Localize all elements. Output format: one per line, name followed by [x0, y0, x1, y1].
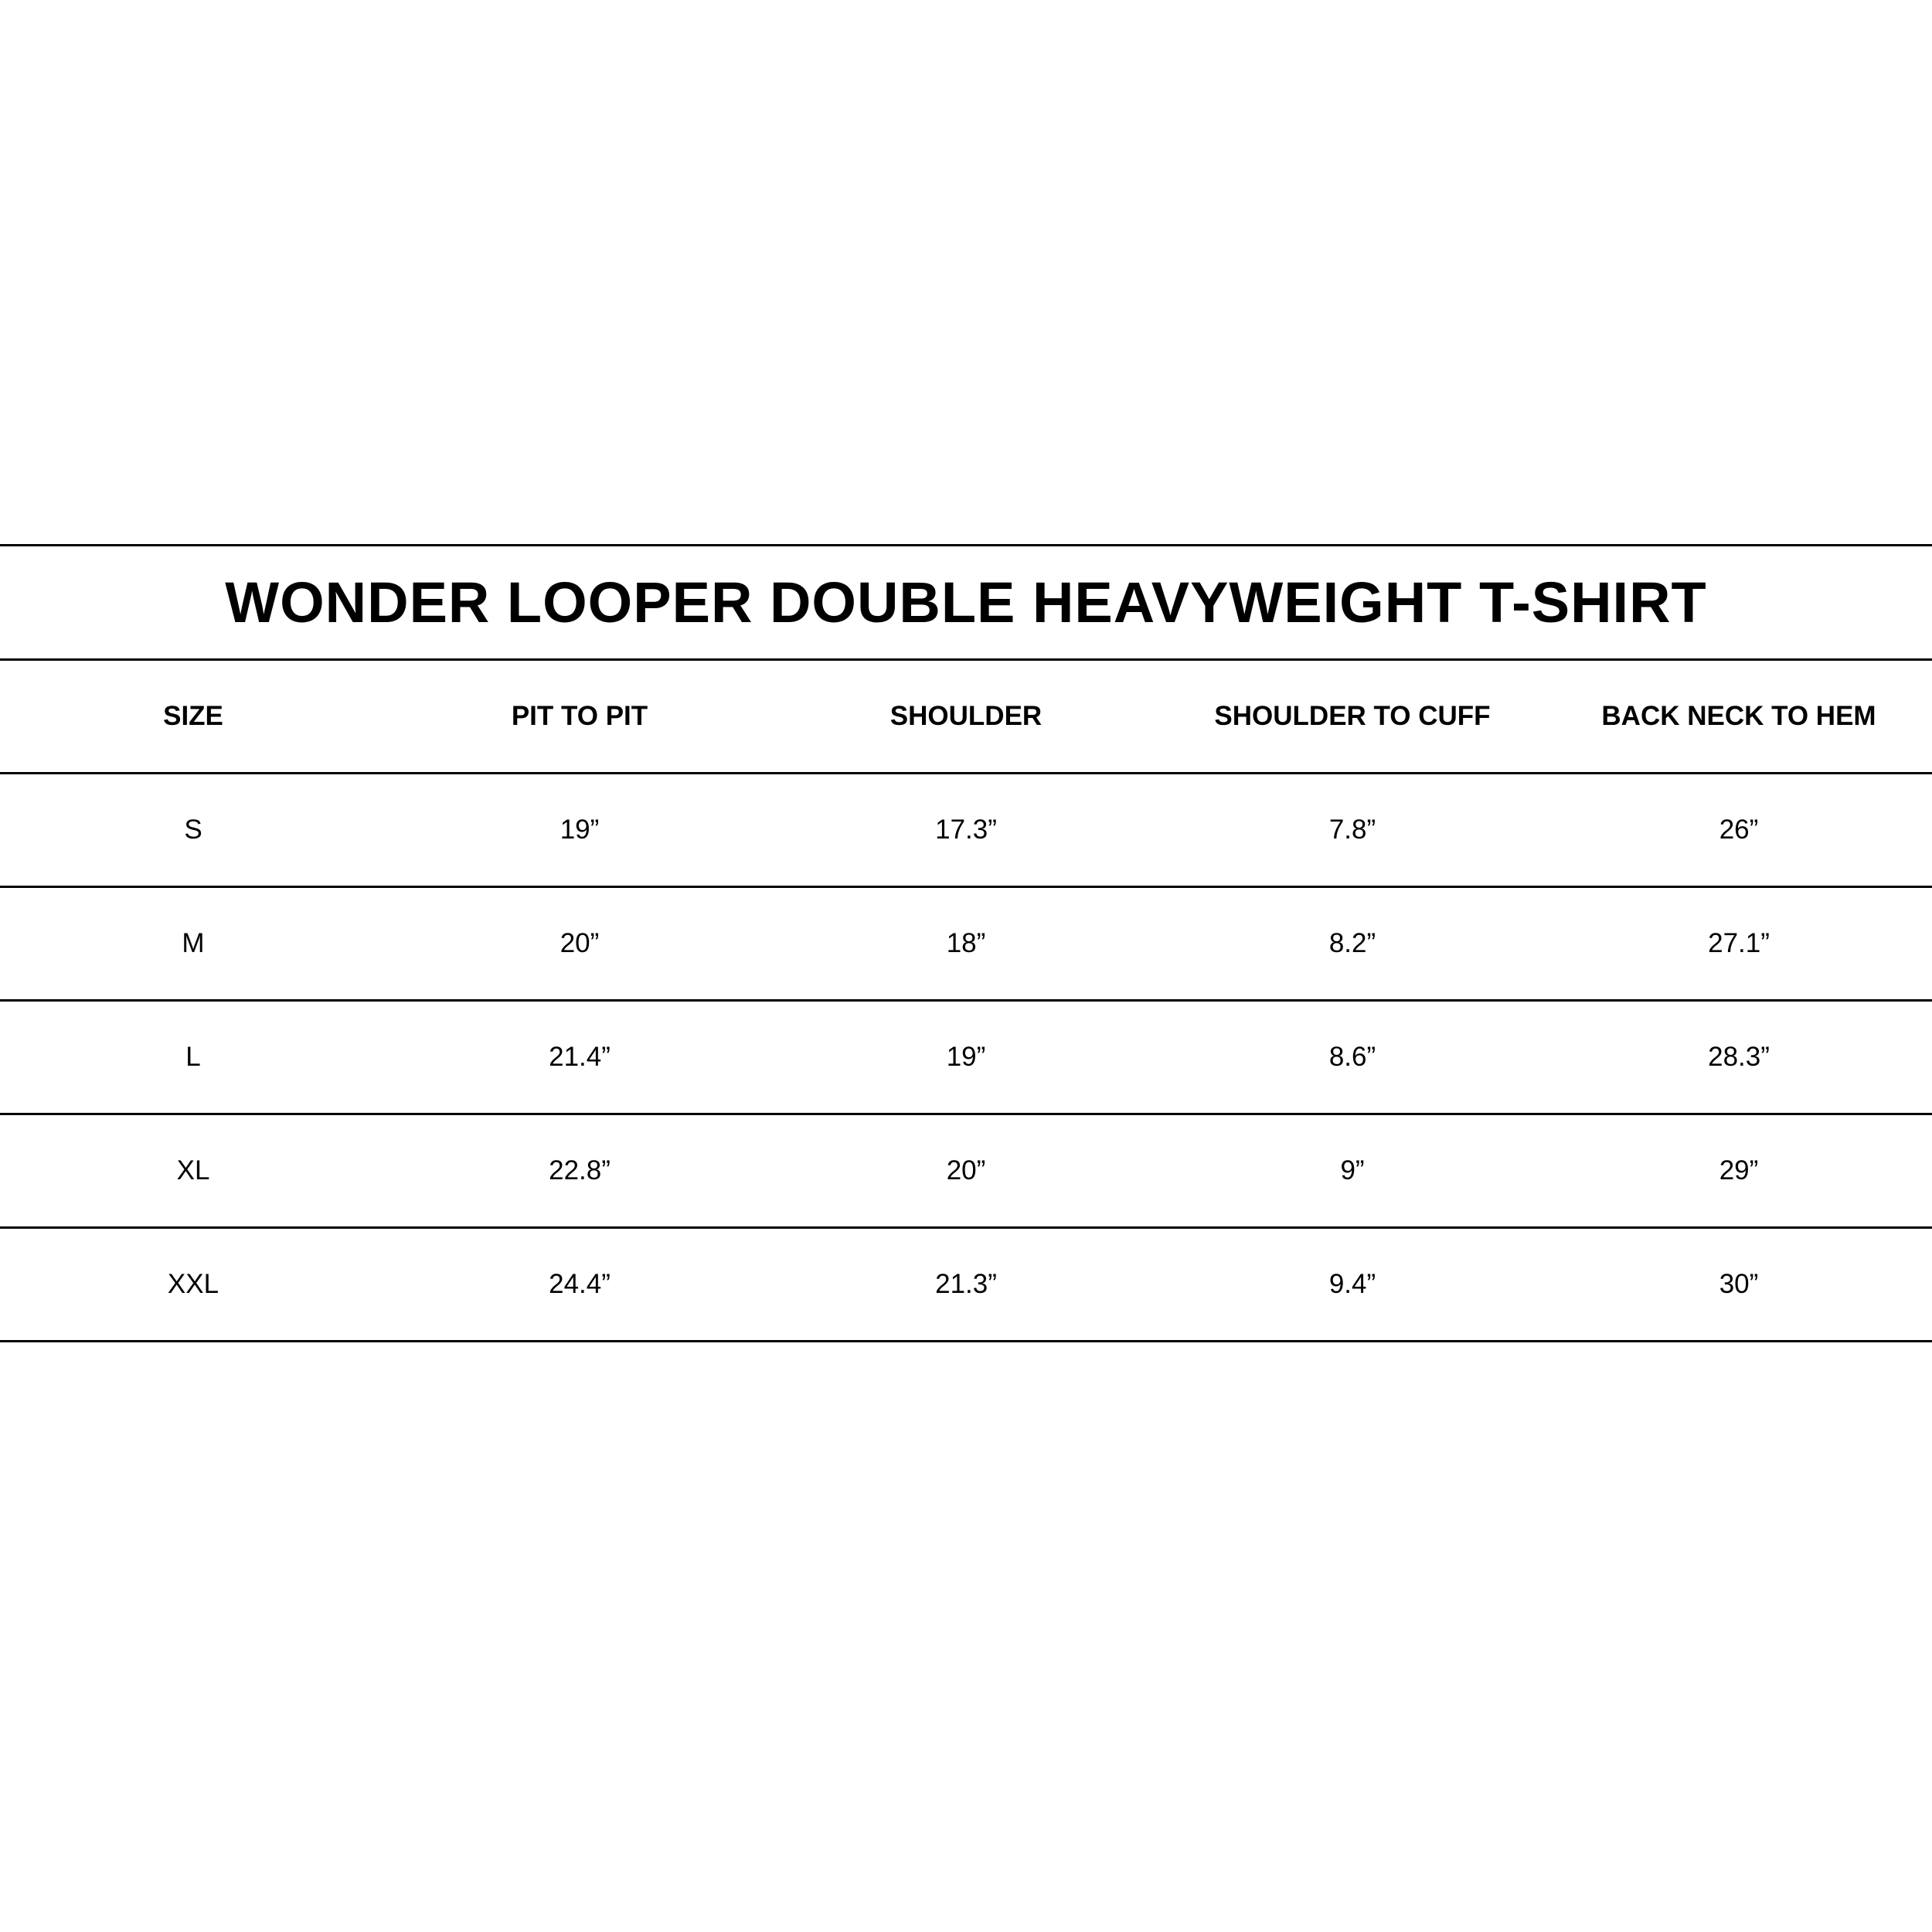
back-neck-to-hem-cell: 27.1” [1708, 928, 1770, 958]
size-cell: XL [176, 1155, 210, 1185]
pit-to-pit-cell: 24.4” [549, 1269, 611, 1299]
shoulder-to-cuff-cell: 7.8” [1328, 815, 1376, 845]
table-row [0, 1115, 1932, 1226]
table-row [0, 774, 1932, 886]
table-row [0, 1002, 1932, 1113]
size-cell: M [182, 928, 205, 958]
shoulder-cell: 19” [946, 1042, 986, 1072]
shoulder-cell: 17.3” [935, 815, 997, 845]
column-header-pit-to-pit: PIT TO PIT [511, 701, 648, 731]
size-cell: XXL [167, 1269, 219, 1299]
back-neck-to-hem-cell: 28.3” [1708, 1042, 1770, 1072]
table-row [0, 888, 1932, 999]
column-header-back-neck-to-hem: BACK NECK TO HEM [1601, 701, 1876, 731]
pit-to-pit-cell: 20” [560, 928, 600, 958]
shoulder-cell: 18” [946, 928, 986, 958]
shoulder-to-cuff-cell: 8.6” [1328, 1042, 1376, 1072]
back-neck-to-hem-cell: 30” [1719, 1269, 1759, 1299]
size-cell: S [184, 815, 202, 845]
column-header-shoulder-to-cuff: SHOULDER TO CUFF [1214, 701, 1491, 731]
shoulder-cell: 21.3” [935, 1269, 997, 1299]
column-header-size: SIZE [163, 701, 223, 731]
shoulder-to-cuff-cell: 9” [1340, 1155, 1365, 1185]
table-row [0, 1229, 1932, 1340]
pit-to-pit-cell: 22.8” [549, 1155, 611, 1185]
size-cell: L [185, 1042, 201, 1072]
shoulder-to-cuff-cell: 9.4” [1328, 1269, 1376, 1299]
back-neck-to-hem-cell: 29” [1719, 1155, 1759, 1185]
back-neck-to-hem-cell: 26” [1719, 815, 1759, 845]
page-title: WONDER LOOPER DOUBLE HEAVYWEIGHT T-SHIRT [225, 570, 1707, 634]
table-header-row [0, 661, 1932, 772]
column-header-shoulder: SHOULDER [889, 701, 1043, 731]
bottom-rule [0, 1340, 1932, 1342]
shoulder-to-cuff-cell: 8.2” [1328, 928, 1376, 958]
pit-to-pit-cell: 21.4” [549, 1042, 611, 1072]
pit-to-pit-cell: 19” [560, 815, 600, 845]
shoulder-cell: 20” [946, 1155, 986, 1185]
